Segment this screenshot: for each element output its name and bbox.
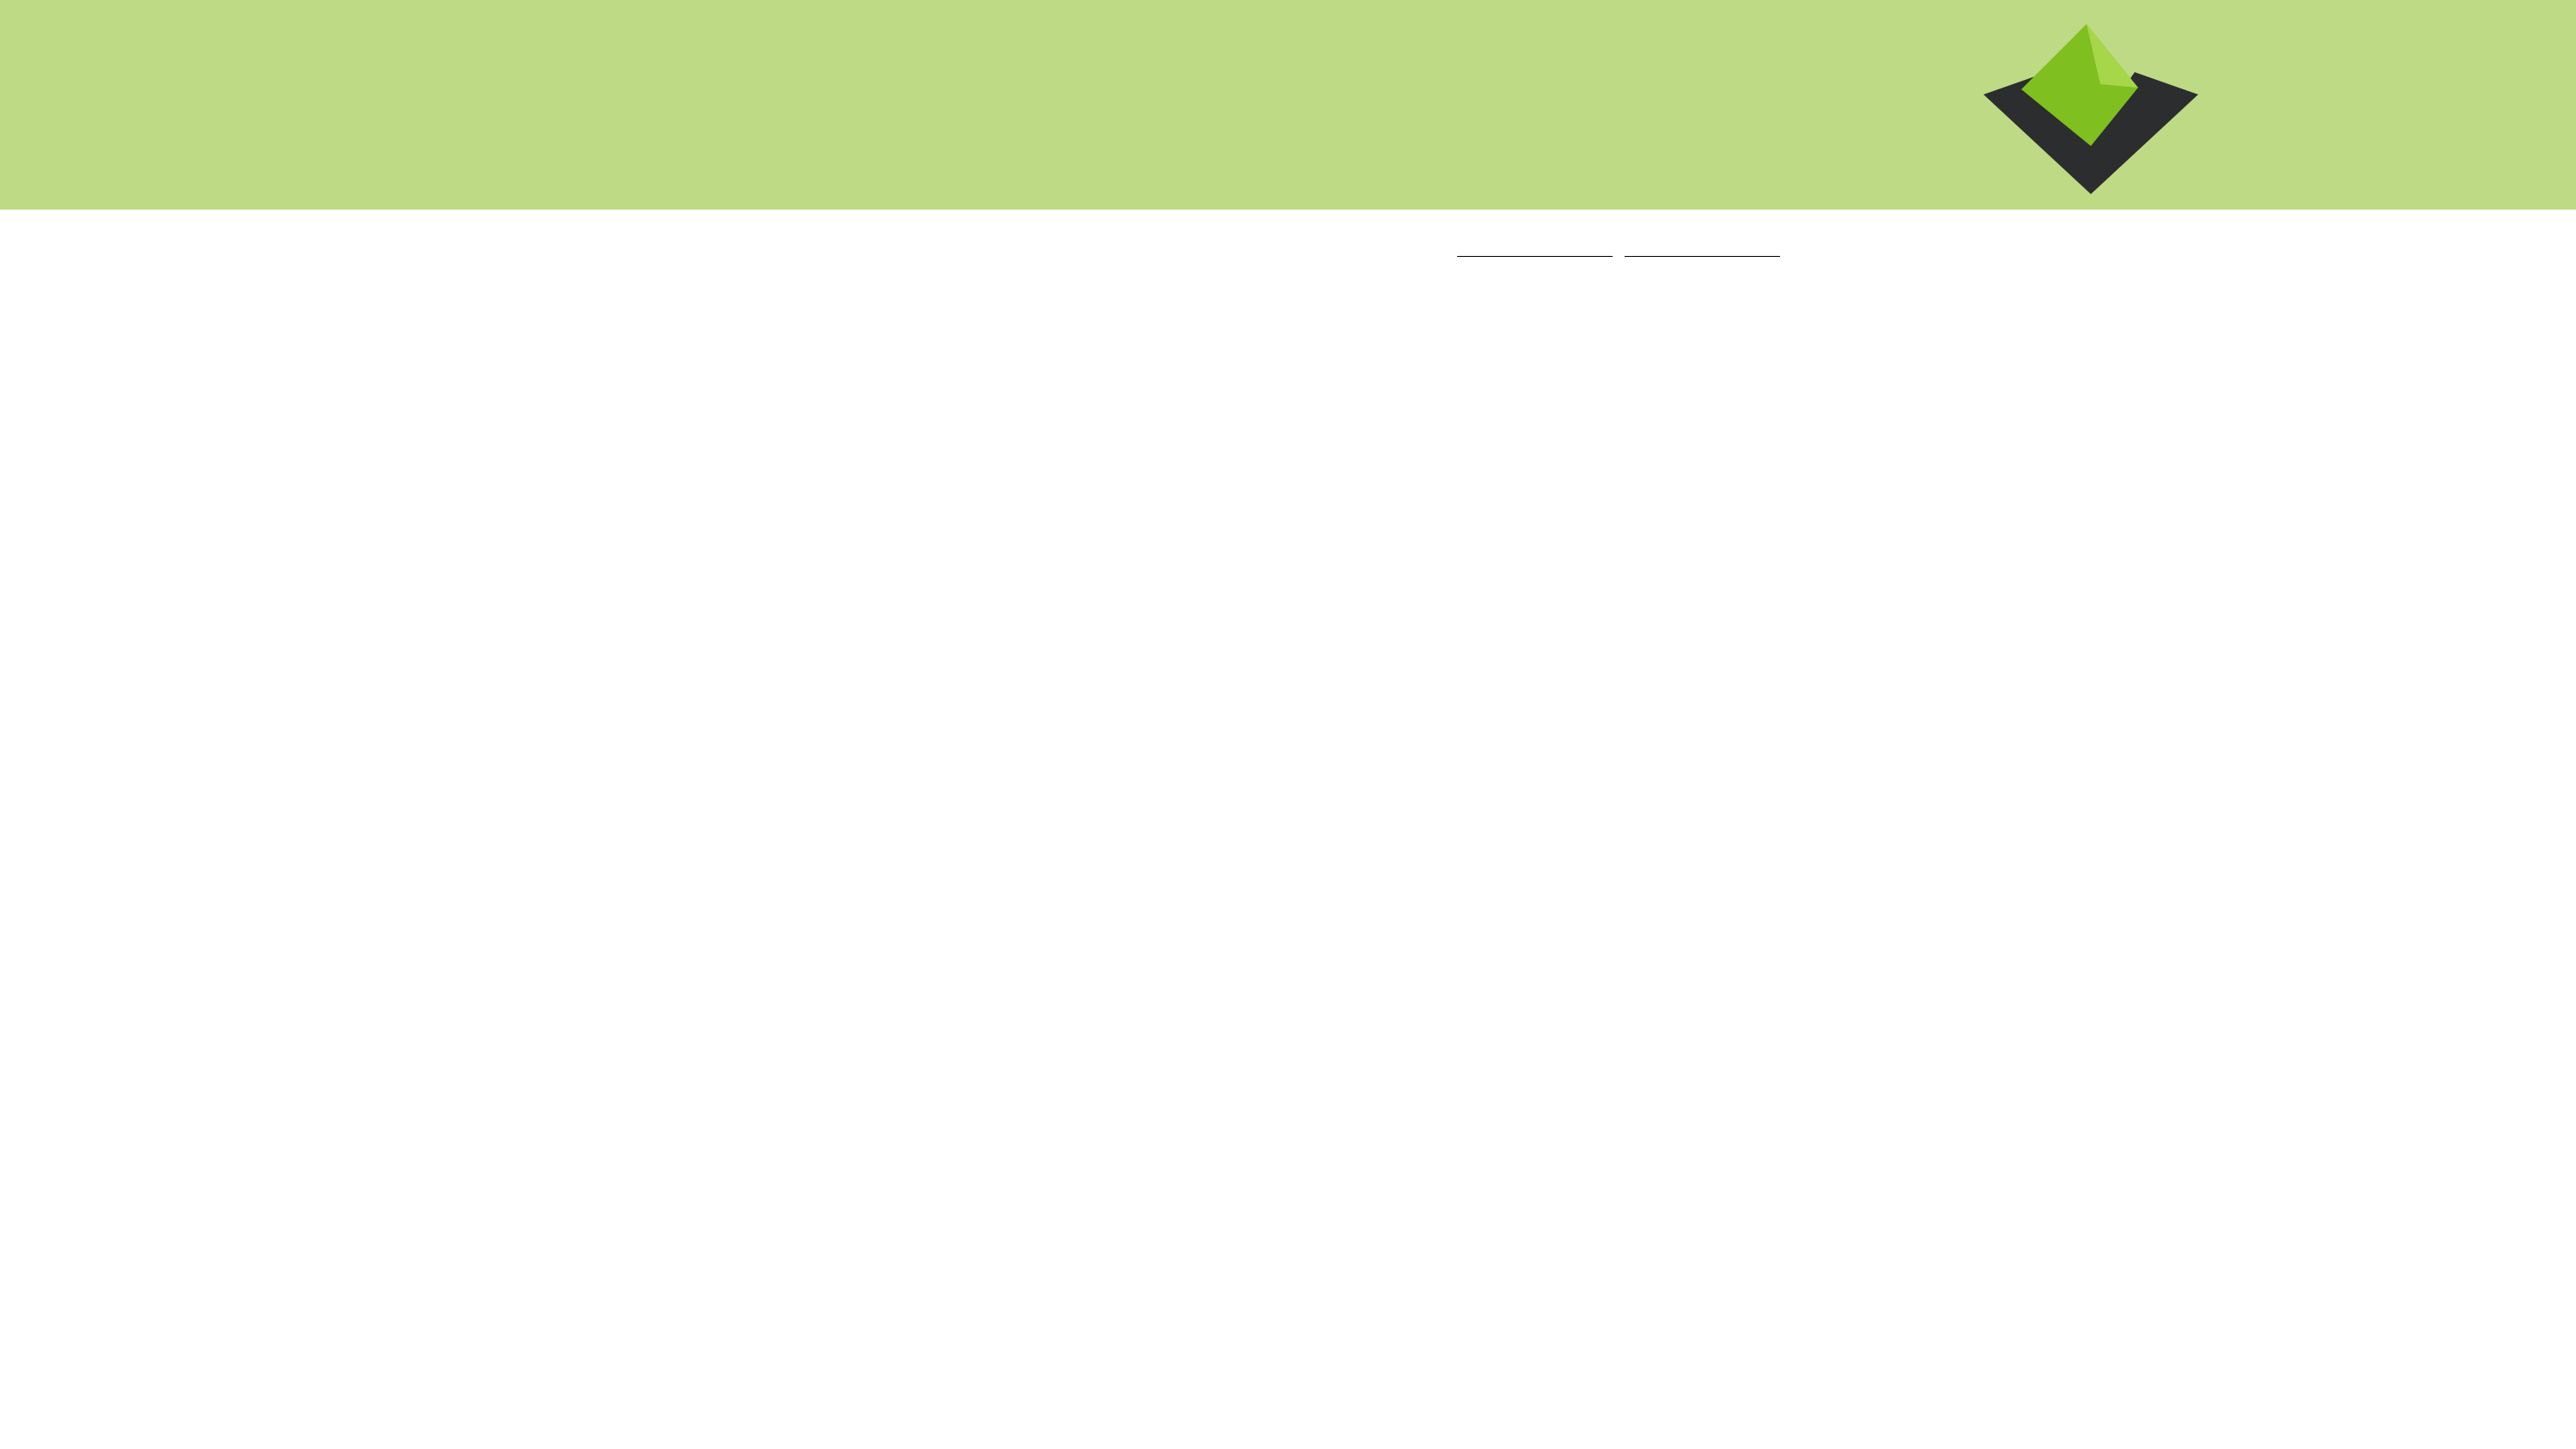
company-logo — [1984, 17, 2542, 198]
header-underline — [1457, 256, 1613, 257]
header-banner — [0, 0, 2576, 210]
chevron-logo-icon — [1984, 17, 2198, 198]
header-underline — [1625, 256, 1780, 257]
